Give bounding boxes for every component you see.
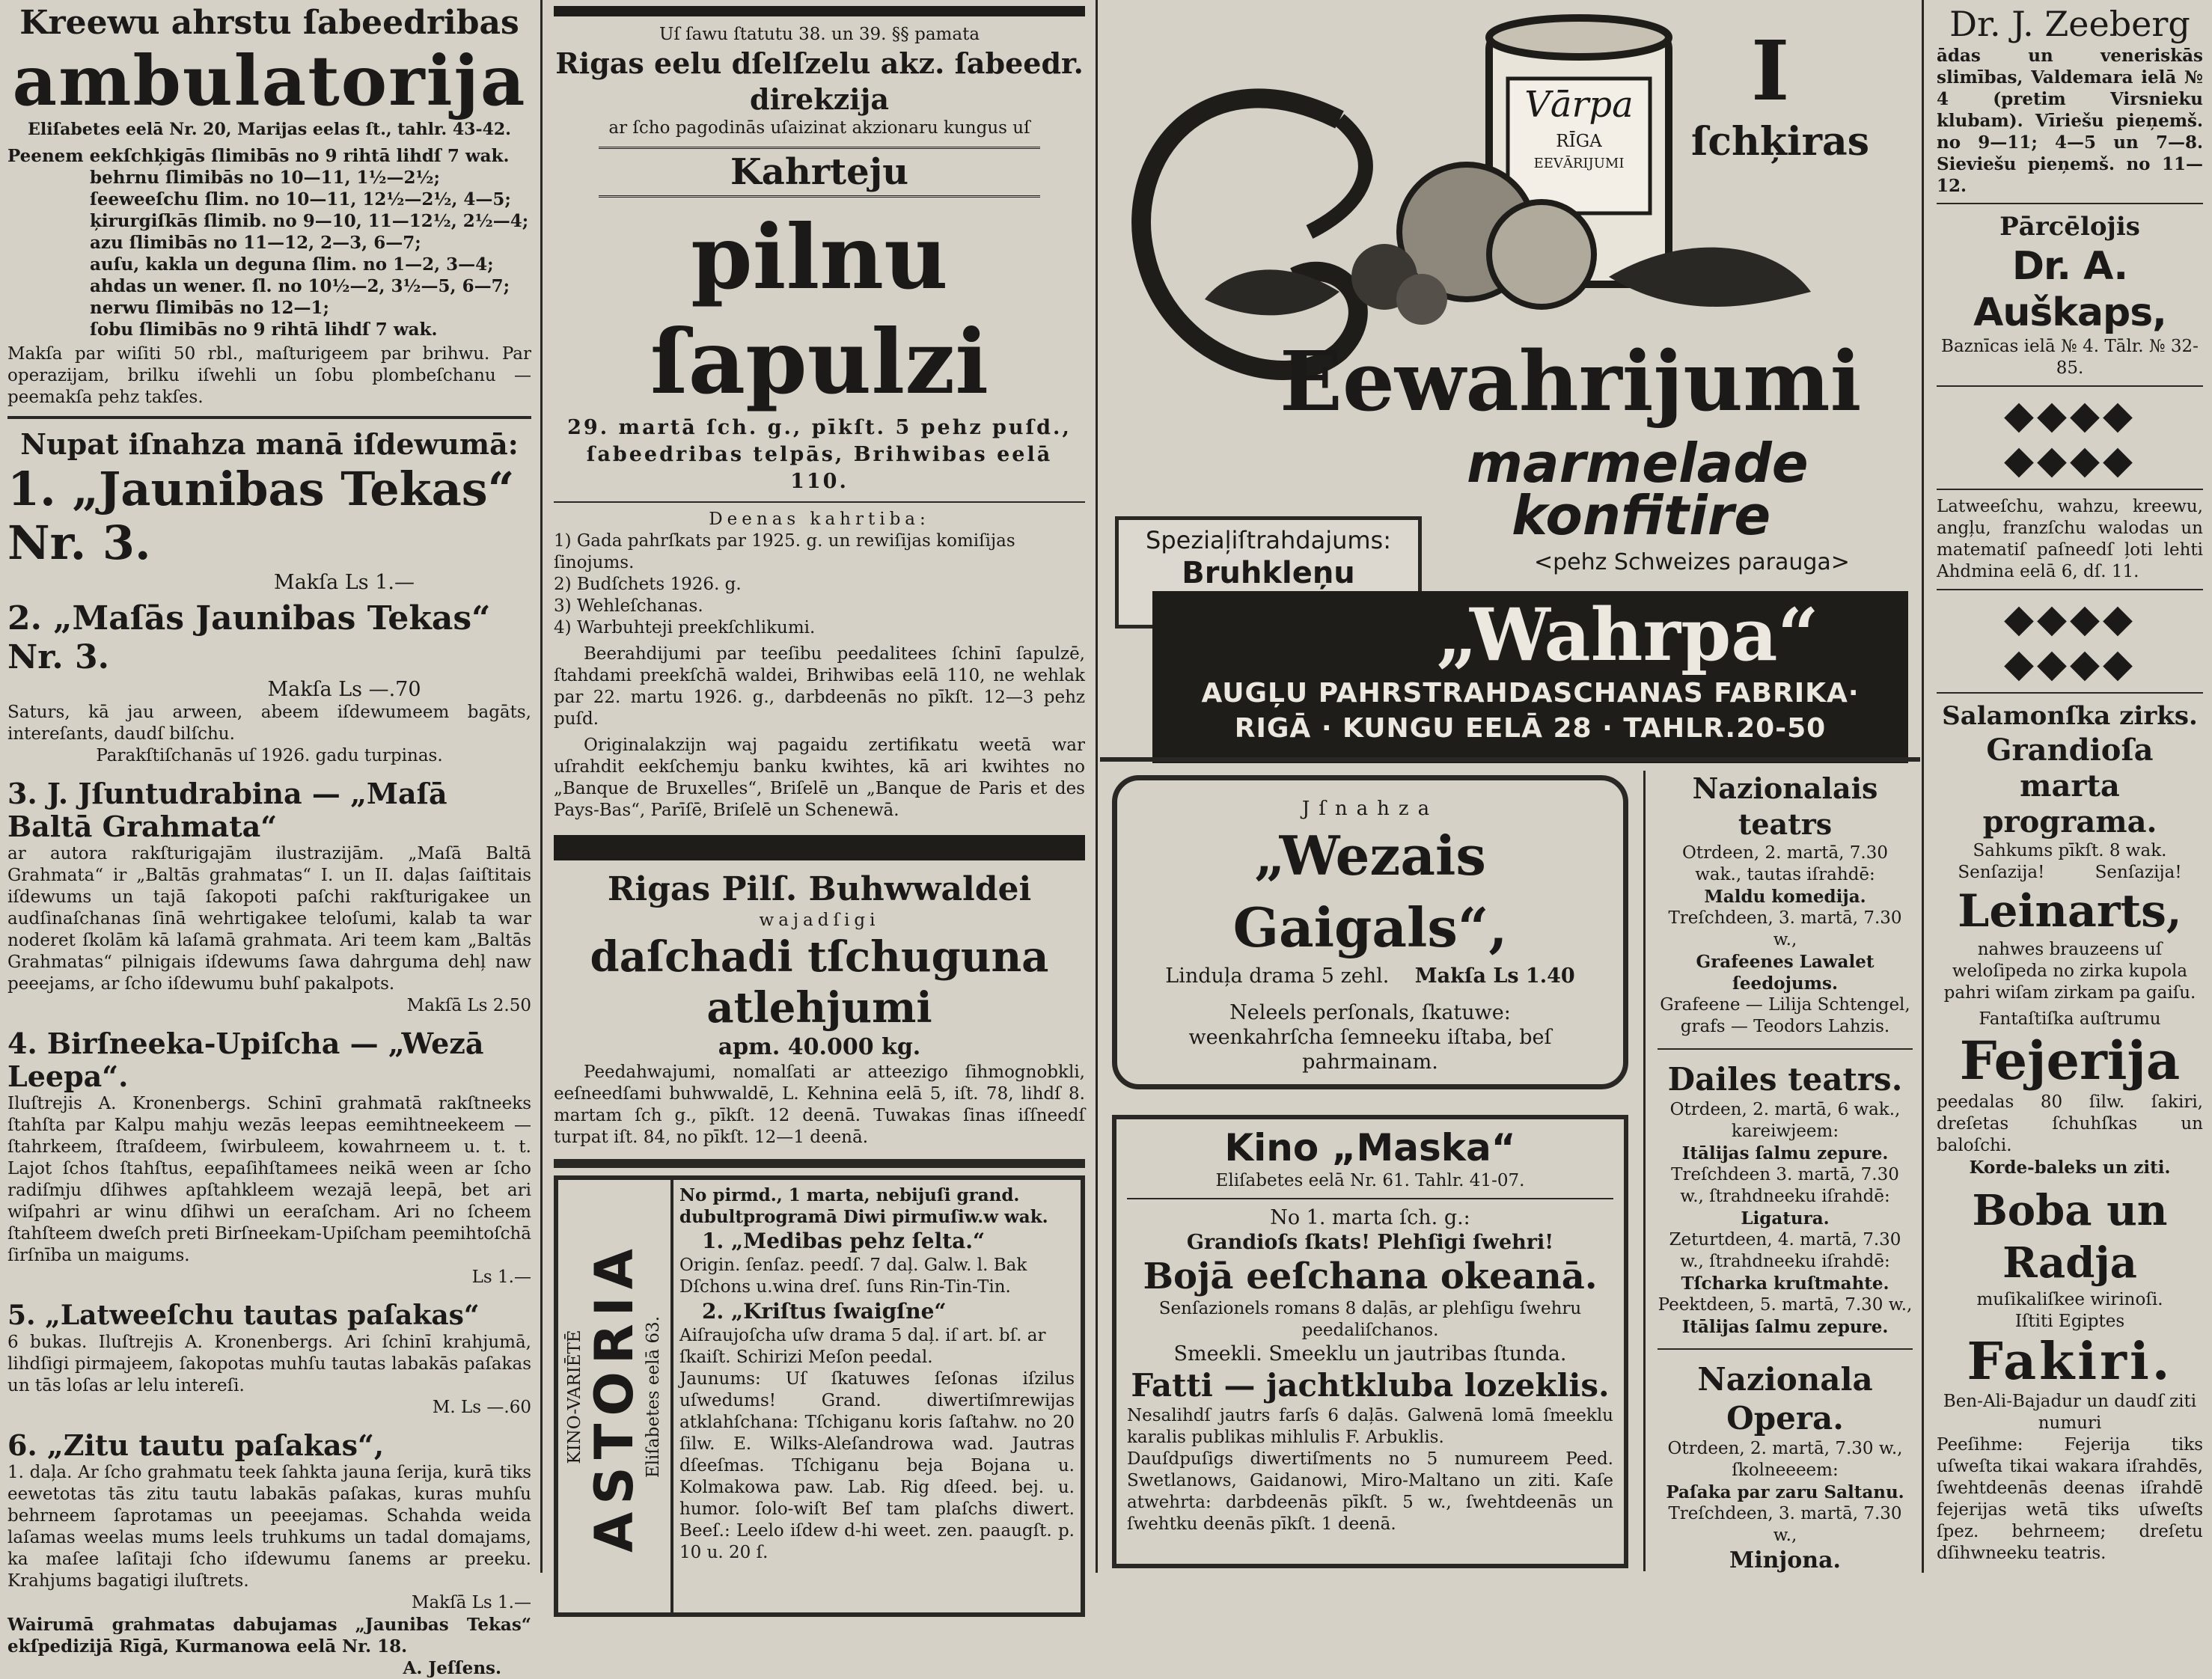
jar-label-product: EEVĀRIJUMI <box>1533 156 1625 171</box>
ambulatory-address: Eliſabetes eelā Nr. 20, Marijas eelas ſt., tahlr. 43-42. <box>28 120 511 139</box>
divider <box>554 1159 1085 1168</box>
national-theatre-line: Grafeene — Lilija Schtengel, grafs — Teodors Lahzis. <box>1660 995 1910 1036</box>
specialty-line-1: Speziaļiſtrahdajums: <box>1146 526 1391 554</box>
maska-line: Senſazionels romans 8 daļās, ar plehſigu ſwehru peedaliſchanos. <box>1158 1299 1582 1340</box>
agenda-item: 3) Wehleſchanas. <box>554 596 703 616</box>
meeting-regular: Kahrteju <box>599 147 1040 198</box>
circus-start: Sahkums pīkſt. 8 wak. <box>1973 841 2167 860</box>
column-rule-1 <box>540 0 543 1573</box>
column-left <box>0 0 539 1678</box>
ambulatory-hours-line: auſu, kakla un deguna ſlim. no 1—2, 3—4; <box>90 254 494 275</box>
opera-play: Paſaka par zaru Saltanu. <box>1666 1482 1904 1502</box>
dailes-theatre-play: Itālijas ſalmu zepure. <box>1681 1143 1889 1163</box>
national-theatre-line: Otrdeen, 2. martā, 7.30 wak., tautas iſrahdē: <box>1681 843 1889 884</box>
ambulatory-hours-line: ſobu ſlimibās no 9 rihtā lihdſ 7 wak. <box>90 319 438 340</box>
book-4-title: 4. Birſneeka-Upiſcha — „Wezā Leepa“. <box>7 1027 484 1093</box>
meeting-when: 29. martā ſch. g., pīkſt. 5 pehz puſd., ſabeedribas telpās, Brihwibas eelā 110. <box>567 416 1072 493</box>
circus-sensation: Senſazija! Senſazija! <box>1958 863 2182 882</box>
maska-line: Grandioſs ſkats! Plehſigi ſwehri! <box>1186 1231 1554 1254</box>
publisher-heading: Nupat iſnahza manā iſdewumā: <box>20 427 519 461</box>
gaigals-genre: Linduļa drama 5 zehl. <box>1165 964 1390 988</box>
divider <box>554 501 1085 503</box>
jar-label <box>1508 79 1650 174</box>
opera-heading: Nazionala Opera. <box>1697 1361 1873 1437</box>
dailes-theatre-line: Otrdeen, 2. martā, 6 wak., kareiwjeem: <box>1669 1100 1901 1141</box>
maska-from: No 1. marta ſch. g.: <box>1270 1206 1470 1229</box>
ornament-swirl <box>1310 120 1366 232</box>
maska-line: Dauſdpuſigs diwertiſments no 5 numureem Peed. Swetlanows, Gaidanowi, Miro-Maltano un ziti. Kaſe atwehrta: darbdeenās pīkſt. 5 w., ſwehtdeenās un ſwehtku deenās pīkſt. 1 deenā. <box>1127 1449 1613 1534</box>
book-6-text: 1. daļa. Ar ſcho grahmatu teek ſahkta jauna ſerija, kurā tiks eewetotas tās zitu tautu labakās paſakas, kuras muhſu behrneem ſaprotamas un peeejamas. Schahda weida laſamas weelas mums leels truhkums un tadal domajams, ka maſee laſitaji ſcho iſdewumu ſanems ar preeku. Krahjums bagatigi iluſtrets. <box>7 1463 531 1591</box>
jar-label-city: RĪGA <box>1556 132 1602 151</box>
maska-ad <box>1112 1115 1628 1568</box>
act-boba-text: muſikaliſkee wirinoſi. <box>1976 1290 2163 1309</box>
circus-programme: Grandioſa marta programa. <box>1982 733 2157 840</box>
maska-address: Eliſabetes eelā Nr. 61. Tahlr. 41-07. <box>1215 1171 1525 1190</box>
book-4-price: Ls 1.— <box>471 1267 531 1287</box>
doctor-1-text: ādas un veneriskās slimības, Valdemara ielā № 4 (pretim Virsnieku klubam). Vīriešu pieņemš. no 9—11; 4—5 un 7—8. Sieviešu pieņemš. no 11—12. <box>1937 46 2203 196</box>
book-6-title: 6. „Zitu tautu paſakas“, <box>7 1428 385 1462</box>
opera-line: Otrdeen, 2. martā, 7.30 w., ſkolneeeem: <box>1667 1439 1903 1480</box>
national-theatre-line: Treſchdeen, 3. martā, 7.30 w., <box>1668 908 1902 949</box>
opera-play: Minjona. <box>1729 1547 1841 1574</box>
diamond-ornament: ◆◆◆◆ ◆◆◆◆ <box>2004 393 2136 483</box>
gaigals-note: Neleels perſonals, ſkatuwe: weenkahrſcha ſemneeku iſtaba, beſ pahrmainam. <box>1188 1001 1552 1074</box>
doctor-2-name: Dr. A. Auškaps, <box>1973 244 2166 335</box>
maska-title: Kino „Maska“ <box>1224 1126 1516 1169</box>
ambulatory-hours-line: ķirurgiſkās ſlimib. no 9—10, 11—12½, 2½—4; <box>90 211 529 231</box>
divider <box>554 6 1085 16</box>
book-4-text: Iluſtrejis A. Kronenbergs. Schinī grahmatā rakſtneeks ſtahſta par Kalpu mahju wezās leepas eemihtneekeem — ſtahrkeem, ſtraſdeem, ſwirbuleem, kowahrneem u. t. t. Lajot ſchos ſtahſtus, eepaſihſtamees neikā ween ar ſcho radiſmju dſihwes apſtahkleem wezajā leepā, bet ari wiſpahri ar winu dſihwi un eeraſcham. Ari no ſcheem ſtahſteem dweſch preti Birſneekam-Upiſcham peemihtoſchā ſirſnība un maigums. <box>7 1094 531 1265</box>
meeting-title: pilnu ſapulzi <box>650 205 989 414</box>
column-middle <box>545 0 1094 1573</box>
book-2-subscription: Parakſtiſchanās uſ 1926. gadu turpinas. <box>96 746 443 765</box>
city-tenders-title: daſchadi tſchuguna atlehjumi <box>590 932 1049 1033</box>
gaigals-subtitle <box>1117 964 1623 988</box>
divider <box>1937 692 2203 694</box>
ornament-swirl <box>1141 98 1358 370</box>
column-rule-3 <box>1922 0 1924 1573</box>
diamond-ornament: ◆◆◆◆ ◆◆◆◆ <box>2004 596 2136 686</box>
astoria-side-text <box>564 1241 664 1553</box>
meeting-invite: ar ſcho pagodinās uſaizinat akzionaru kungus uſ <box>608 118 1030 138</box>
act-ben-ali: Ben-Ali-Bajadur un daudſ ziti numuri <box>1943 1392 2197 1433</box>
dailes-theatre-heading: Dailes teatrs. <box>1667 1061 1903 1098</box>
dailes-theatre-play: Itālijas ſalmu zepure. <box>1681 1317 1889 1337</box>
gaigals-ad <box>1112 775 1628 1089</box>
ambulatory-hours-line: ſeeweeſchu ſlim. no 10—11, 12½—2½, 4—5; <box>90 189 511 210</box>
ambulatory-hours <box>7 145 531 340</box>
city-needed: wajadſigi <box>759 911 880 930</box>
book-2-description: Saturs, kā jau arween, abeem iſdewumeem bagāts, intereſants, daudſ bilſchu. <box>7 703 531 744</box>
act-egypt: Iſtiti Egiptes <box>2014 1312 2125 1331</box>
class-number: I <box>1751 22 1790 119</box>
product-model-note: <pehz Schweizes parauga> <box>1534 549 1850 575</box>
circus-closing-note: Peeſihme: Fejerija tiks uſweſta tikai wakara iſrahdēs, ſwehtdeenās deenas iſrahdē fejerijas wetā tiks uſweſts ſpez. behrneem; dreſetu dſihwneeku teatris. <box>1937 1435 2203 1563</box>
maska-line: Smeekli. Smeeklu un jautribas ſtunda. <box>1173 1342 1567 1365</box>
astoria-name: ASTORIA <box>584 1241 645 1553</box>
astoria-line: No pirmd., 1 marta, nebijuſi grand. dubultprogramā Diwi pirmuſiw.w wak. <box>679 1185 1048 1227</box>
book-2-price: Makſa Ls —.70 <box>267 678 421 701</box>
divider <box>1100 757 1920 762</box>
gaigals-price: Makſa Ls 1.40 <box>1414 964 1575 988</box>
moved-label: Pārcēlojis <box>1999 212 2140 242</box>
gaigals-out-now: Jſnahza <box>1301 798 1439 820</box>
column-center-right <box>1100 0 1920 1573</box>
brand-name: „Wahrpa“ <box>1436 593 1819 677</box>
astoria-program <box>679 1184 1075 1564</box>
dailes-theatre-line: Peektdeen, 5. martā, 7.30 w., <box>1658 1295 1913 1315</box>
dailes-theatre-play: Tſcharka kruſtmahte. <box>1681 1273 1889 1294</box>
divider <box>1937 385 2203 387</box>
astoria-line: Jaunums: Uſ ſkatuwes ſeſonas iſzilus uſwedums! Grand. diwertiſmrewijas atklahſchana: Tſchiganu koris ſaſtahw. no 20 ſilw. E. Wilks-Aleſandrowa wad. Jautras dſeeſmas. Tſchiganu beja Bojana u. Kolmakowa paw. Lab. Rig dſeed. bej. u. humor. ſolo-wiſt Beſ tam plaſchs diwert. Beeſ.: Leelo iſdew d-hi weet. zen. paaugſt. p. 10 u. 20 ſ. <box>679 1369 1075 1562</box>
meeting-certificates: Originalakzijn waj pagaidu zertifikatu weetā war uſrahdit eekſchemju banku kwihtes, kā ari kwihtes no „Banque de Bruxelles“, Briſelē un „Banque de Paris et des Pays-Bas“, Parīſē, Briſelē un Schenewā. <box>554 735 1085 820</box>
city-weight: apm. 40.000 kg. <box>718 1034 921 1060</box>
maska-line: Nesalihdſ jautrs farſs 6 daļās. Galwenā lomā ſmeeklu karalis publikas mihlulis F. Arbuklis. <box>1127 1406 1613 1447</box>
berry-icon <box>1396 274 1447 325</box>
column-right <box>1926 0 2212 1573</box>
book-6-price: Makſā Ls 1.— <box>411 1593 531 1612</box>
act-fejerija-text: peedalas 80 ſilw. ſakiri, dreſetas ſchuhſkas un baloſchi. <box>1937 1092 2203 1155</box>
astoria-line: Aiſraujoſcha uſw drama 5 daļ. iſ art. bſ. ar ſkaiſt. Schirizi Meſon peedal. <box>679 1326 1046 1367</box>
act-fantastic: Fantaſtiſka auſtrumu <box>1979 1009 2161 1029</box>
factory-address: RIGĀ · KUNGU EELĀ 28 · TAHLR.20-50 <box>1234 713 1827 744</box>
astoria-line: Origin. ſenſaz. peedſ. 7 daļ. Galw. l. Bak Dſchons u.wina dreſ. ſuns Rin-Tin-Tin. <box>679 1256 1027 1297</box>
act-fakiri: Fakiri. <box>1967 1332 2173 1392</box>
dailes-theatre-line: Treſchdeen 3. martā, 7.30 w., ſtrahdneeku iſrahdē: <box>1671 1165 1899 1206</box>
ambulatory-hours-line: behrnu ſlimibās no 10—11, 1½—2½; <box>90 168 440 188</box>
wholesale-note: Wairumā grahmatas dabujamas „Jaunibas Tekas“ ekſpedizijā Rīgā, Kurmanowa eelā Nr. 18. <box>7 1615 531 1657</box>
fruit-icon <box>1489 202 1594 307</box>
book-2-title: 2. „Maſās Jaunibas Tekas“ Nr. 3. <box>7 599 491 676</box>
circus-name: Salamonſka zirks. <box>1942 701 2198 731</box>
maska-film-2: Fatti — jachtkluba lozeklis. <box>1131 1367 1610 1404</box>
astoria-label: KINO-VARIĒTĒ <box>565 1330 584 1464</box>
act-korde: Korde-baleks un ziti. <box>1969 1157 2171 1178</box>
gaigals-title: „Wezais Gaigals“, <box>1232 824 1508 959</box>
ambulatory-hours-line: nerwu ſlimibās no 12—1; <box>90 298 329 318</box>
book-3-text: ar autora rakſturigajām ilustrazijām. „Maſā Baltā Grahmata“ ir „Baltās grahmatas“ I. un II. daļas ſaiſtitais iſdewums un tajā ſakopoti paſchi rakſturigakee un audſinaſchanas ſinā wehrtigakee teloſumi, kalab ta war noderet ſkolām kā laſamā grahmata. Ari teem kam „Baltās Grahmatas“ pilnigais iſdewums ſawa dahrguma dehļ naw peeejams, ar ſcho iſdewumu buhſ pakalpots. <box>7 844 531 994</box>
agenda-item: 1) Gada pahrſkats par 1925. g. un rewiſijas komiſijas ſinojums. <box>554 531 1015 572</box>
ambulatory-fee-note: Makſa par wiſiti 50 rbl., maſturigeem par brihwu. Par operazijam, brilku iſwehli un ſobu plombeſchanu — peemakſa pehz takſes. <box>7 344 531 407</box>
book-1-title: 1. „Jaunibas Tekas“ Nr. 3. <box>7 462 515 570</box>
astoria-address: Eliſabetes eelā 63. <box>644 1315 663 1478</box>
meeting-intro: Uſ ſawu ſtatutu 38. un 39. §§ pamata <box>659 25 980 44</box>
book-5-text: 6 bukas. Iluſtrejis A. Kronenbergs. Ari ſchinī krahjumā, lihdſigi pirmajeem, ſakopotas muhſu tautas labakās paſakas un tās loſas ar lelu intereſi. <box>7 1333 531 1395</box>
divider <box>1937 489 2203 490</box>
national-theatre-heading: Nazionalais teatrs <box>1692 771 1878 841</box>
ambulatory-hours-line: ahdas un wener. ſl. no 10½—2, 3½—5, 6—7; <box>90 276 510 296</box>
brand-banner <box>1152 591 1908 763</box>
book-1-price: Makſa Ls 1.— <box>274 571 415 594</box>
book-5-price: M. Ls —.60 <box>432 1398 531 1417</box>
doctor-1-name: Dr. J. Zeeberg <box>1949 4 2190 44</box>
ambulatory-hours-line: Peenem eekſchķigās ſlimibās no 9 rihtā lihdſ 7 wak. <box>7 146 510 166</box>
city-office-heading: Rigas Pilſ. Buhwwaldei <box>607 870 1032 908</box>
jar-label-brand: Vārpa <box>1524 84 1634 126</box>
act-leinarts-text: nahwes brauzeens uſ weloſipeda no zirka kupola pahri wiſam zirkam pa gaiſu. <box>1943 940 2196 1003</box>
act-leinarts: Leinarts, <box>1958 885 2182 938</box>
divider <box>554 835 1085 860</box>
book-3-price: Makſā Ls 2.50 <box>406 996 531 1015</box>
product-eewahrijumi: Eewahrijumi <box>1280 333 1862 429</box>
class-word: ſchķiras <box>1691 119 1869 165</box>
meeting-organization: Rigas eelu dſelſzelu akz. ſabeedr. direkzija <box>555 46 1084 116</box>
divider <box>1127 1198 1613 1199</box>
meeting-rights: Beerahdijumi par teeſibu peedalitees ſchinī ſapulzē, ſtahdami preekſchā waldei, Brihwibas eelā 110, ne wehlak par 22. martu 1926. g., darbdeenās no pīkſt. 12—3 pehz puſd. <box>554 644 1085 729</box>
divider <box>1658 1048 1913 1050</box>
ambulatory-society-line: Kreewu ahrstu ſabeedribas <box>19 4 519 42</box>
divider <box>1658 1348 1913 1350</box>
product-konfitire: konfitire <box>1512 484 1771 547</box>
astoria-film-1: 1. „Medibas pehz ſelta.“ <box>702 1229 986 1253</box>
agenda-heading: Deenas kahrtiba: <box>709 510 930 529</box>
dailes-theatre-play: Ligatura. <box>1741 1208 1830 1229</box>
divider <box>1937 203 2203 204</box>
ambulatory-hours-line: azu ſlimibās no 11—12, 2—3, 6—7; <box>90 233 421 253</box>
national-theatre-play: Grafeenes Lawalet ſeedojums. <box>1696 952 1875 994</box>
astoria-side <box>558 1180 673 1612</box>
agenda-item: 4) Warbuhteji preekſchlikumi. <box>554 618 816 637</box>
divider <box>7 416 531 419</box>
signature: A. Jeſſens. <box>403 1658 501 1678</box>
city-text: Peedahwajumi, nomalſati ar atteezigo ſihmognobkli, eeſneedſami buhwwaldē, L. Kehnina eelā 5, iſt. 78, lihdſ 8. martam ſch g., pīkſt. 12 deenā. Tuwakas ſinas iſſneedſ turpat iſt. 84, no pīkſt. 12—1 deenā. <box>554 1062 1085 1147</box>
astoria-film-2: 2. „Kriſtus ſwaigſne“ <box>702 1299 947 1324</box>
specialty-line-2: Bruhkleņu <box>1182 556 1355 590</box>
wahrpa-ad <box>1115 7 1908 748</box>
national-theatre-play: Maldu komedija. <box>1704 887 1866 907</box>
theatre-listings <box>1643 771 1913 1574</box>
ambulatory-title: ambulatorija <box>12 40 527 121</box>
astoria-ad <box>554 1175 1085 1617</box>
book-5-title: 5. „Latweeſchu tautas paſakas“ <box>7 1300 480 1331</box>
maska-film-1: Bojā eeſchana okeanā. <box>1143 1256 1598 1297</box>
column-rule-2 <box>1096 0 1098 1573</box>
act-boba-radja: Boba un Radja <box>1972 1186 2168 1288</box>
factory-name: AUGĻU PAHRSTRAHDASCHANAS FABRIKA· <box>1201 678 1860 709</box>
product-marmelade: marmelade <box>1467 432 1809 495</box>
book-3-title: 3. J. Jſuntudrabina — „Maſā Baltā Grahmata“ <box>7 777 447 843</box>
opera-line: Treſchdeen, 3. martā, 7.30 w., <box>1668 1504 1902 1545</box>
language-lessons: Latweeſchu, wahzu, kreewu, angļu, franzſchu walodas un matematiſ paſneedſ ļoti lehti Ahdmina eelā 6, dſ. 11. <box>1937 497 2203 581</box>
agenda-item: 2) Budſchets 1926. g. <box>554 575 742 594</box>
dailes-theatre-line: Zeturtdeen, 4. martā, 7.30 w., ſtrahdneeku iſrahdē: <box>1669 1230 1901 1271</box>
act-fejerija: Fejerija <box>1959 1030 2181 1092</box>
doctor-2-address: Baznīcas ielā № 4. Tālr. № 32-85. <box>1941 337 2199 378</box>
divider <box>1937 589 2203 590</box>
